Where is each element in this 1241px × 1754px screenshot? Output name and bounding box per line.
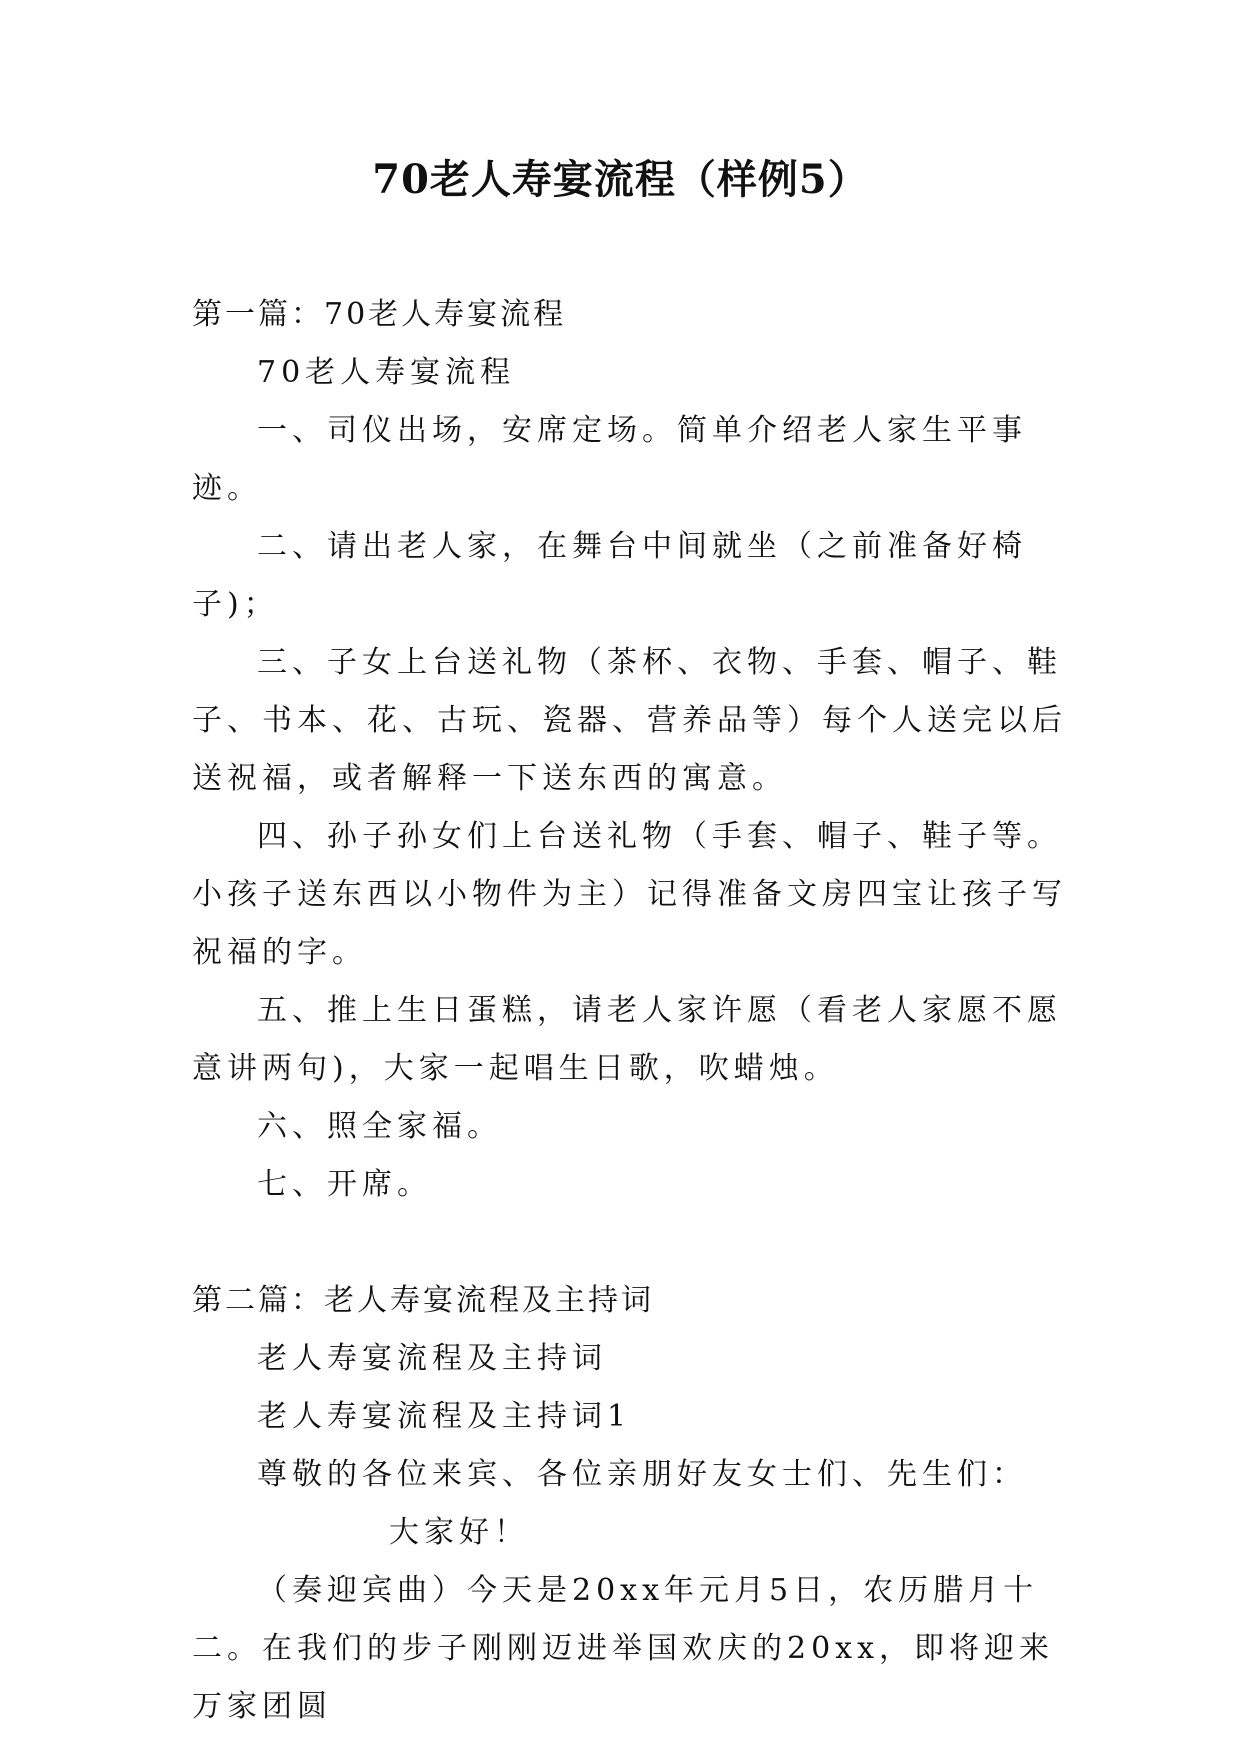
section-heading: 第二篇：老人寿宴流程及主持词 <box>192 1283 654 1318</box>
paragraph: 老人寿宴流程及主持词1 <box>257 1399 632 1434</box>
paragraph: 二、请出老人家，在舞台中间就坐（之前准备好椅子)； <box>192 529 1027 622</box>
greeting-paragraph: 大家好！ <box>389 1515 529 1550</box>
paragraph: 一、司仪出场，安席定场。简单介绍老人家生平事迹。 <box>192 413 1027 506</box>
paragraph: 六、照全家福。 <box>257 1109 502 1144</box>
document-body <box>192 286 1072 1736</box>
paragraph: 七、开席。 <box>257 1167 432 1202</box>
paragraph: （奏迎宾曲）今天是20xx年元月5日，农历腊月十二。在我们的步子刚刚迈进举国欢庆的20xx，即将迎来万家团圆 <box>192 1573 1055 1724</box>
paragraph: 四、孙子孙女们上台送礼物（手套、帽子、鞋子等。小孩子送东西以小物件为主）记得准备文房四宝让孩子写祝福的字。 <box>192 819 1067 970</box>
paragraph: 三、子女上台送礼物（茶杯、衣物、手套、帽子、鞋子、书本、花、古玩、瓷器、营养品等）每个人送完以后送祝福，或者解释一下送东西的寓意。 <box>192 645 1067 796</box>
paragraph: 70老人寿宴流程 <box>257 355 516 390</box>
section-heading: 第一篇：70老人寿宴流程 <box>192 297 567 332</box>
paragraph: 老人寿宴流程及主持词 <box>257 1341 607 1376</box>
section-1 <box>192 286 1072 1214</box>
document-title: 70老人寿宴流程（样例5） <box>372 156 869 203</box>
paragraph: 尊敬的各位来宾、各位亲朋好友女士们、先生们： <box>257 1457 1027 1492</box>
section-2 <box>192 1272 1072 1736</box>
paragraph: 五、推上生日蛋糕，请老人家许愿（看老人家愿不愿意讲两句)，大家一起唱生日歌，吹蜡烛。 <box>192 993 1062 1086</box>
